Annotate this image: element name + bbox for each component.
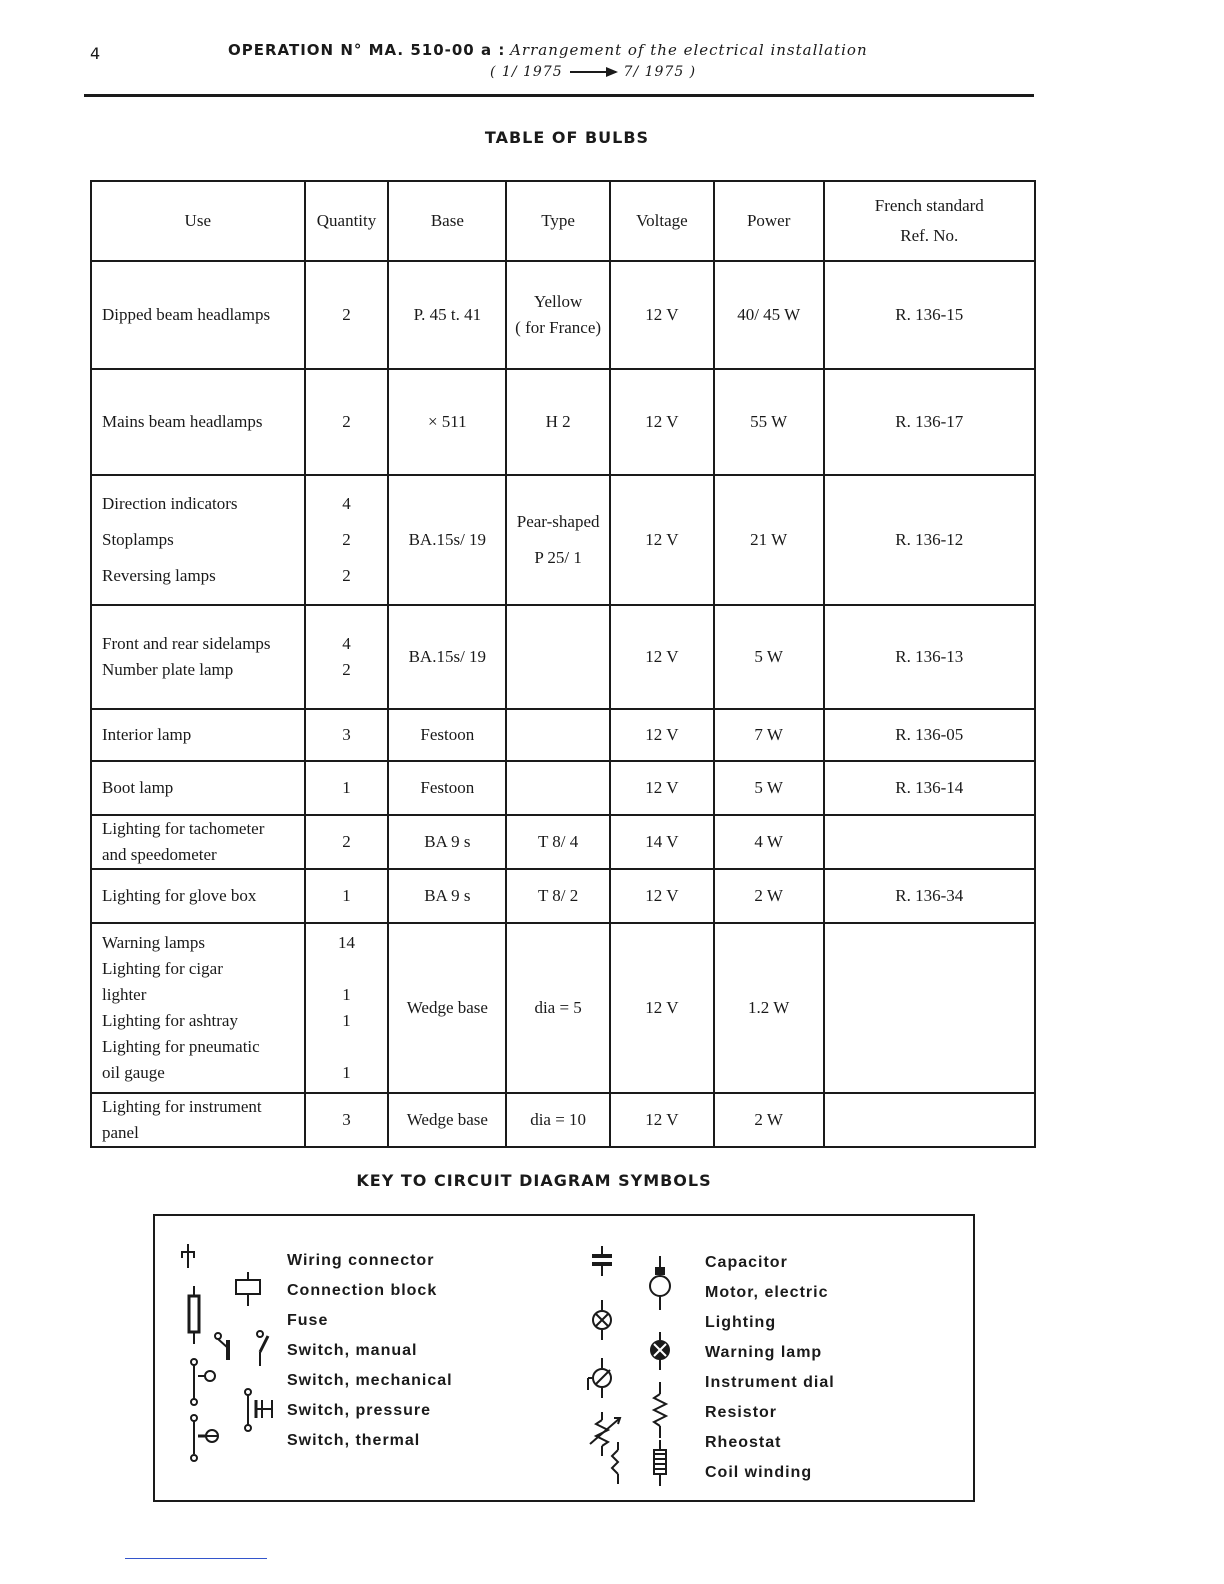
- col-header-type: Type: [506, 181, 610, 261]
- cell-type-line: Yellow: [533, 292, 583, 311]
- cell-voltage: 14 V: [610, 815, 714, 869]
- cell-power: 40/ 45 W: [714, 261, 824, 369]
- key-item-switch-thermal: Switch, thermal: [287, 1432, 421, 1449]
- cell-quantity-line: [306, 956, 388, 982]
- cell-quantity: [305, 761, 389, 815]
- cell-use: [91, 869, 305, 923]
- table-row: [91, 1093, 1035, 1147]
- cell-quantity-line: 2: [342, 530, 351, 549]
- key-title: KEY TO CIRCUIT DIAGRAM SYMBOLS: [356, 1171, 712, 1190]
- col-header-french-standard-line1: French standard: [874, 196, 984, 215]
- cell-french-ref: [824, 815, 1035, 869]
- switch-thermal-icon: [191, 1415, 218, 1461]
- cell-use: [91, 605, 305, 709]
- col-header-base: Base: [388, 181, 506, 261]
- cell-voltage: 12 V: [610, 923, 714, 1093]
- motor-electric-icon: [650, 1256, 670, 1310]
- switch-manual-icon: [215, 1331, 268, 1366]
- cell-base: BA.15s/ 19: [388, 605, 506, 709]
- cell-use-line: Mains beam headlamps: [102, 412, 263, 431]
- cell-type: [506, 605, 610, 709]
- cell-quantity: [305, 923, 389, 1093]
- key-list-left: [287, 1246, 453, 1456]
- table-row: [91, 369, 1035, 475]
- cell-base: BA 9 s: [388, 869, 506, 923]
- page-header: [228, 41, 868, 59]
- cell-type-line: [507, 722, 609, 748]
- cell-use-line: Dipped beam headlamps: [102, 305, 271, 324]
- cell-use-line: Boot lamp: [102, 778, 174, 797]
- table-row: [91, 475, 1035, 605]
- cell-use-line: Lighting for pneumatic: [102, 1037, 260, 1056]
- cell-type-line: [507, 775, 609, 801]
- cell-type: [506, 761, 610, 815]
- key-list-right: [705, 1248, 835, 1488]
- cell-type: [506, 1093, 610, 1147]
- cell-base: Festoon: [388, 761, 506, 815]
- date-from: ( 1/ 1975: [490, 64, 563, 80]
- cell-type-line: P 25/ 1: [534, 548, 582, 567]
- cell-type: [506, 261, 610, 369]
- cell-french-ref: [824, 1093, 1035, 1147]
- table-row: [91, 923, 1035, 1093]
- cell-french-ref: R. 136-13: [824, 605, 1035, 709]
- operation-subtitle: Arrangement of the electrical installation: [510, 41, 868, 59]
- key-item-coil-winding: Coil winding: [705, 1464, 813, 1481]
- cell-use-line: oil gauge: [102, 1063, 165, 1082]
- arrow-right-icon: [570, 71, 616, 73]
- key-item-capacitor: Capacitor: [705, 1254, 788, 1271]
- cell-use-line: Front and rear sidelamps: [102, 634, 271, 653]
- cell-power: 5 W: [714, 761, 824, 815]
- cell-type-line: dia = 10: [530, 1110, 587, 1129]
- cell-quantity-line: 14: [338, 933, 355, 952]
- key-item-instrument-dial: Instrument dial: [705, 1374, 835, 1391]
- cell-base: × 511: [388, 369, 506, 475]
- cell-type-line: T 8/ 4: [537, 832, 579, 851]
- col-header-french-standard: [824, 181, 1035, 261]
- cell-quantity-line: 2: [342, 412, 351, 431]
- cell-type: [506, 815, 610, 869]
- cell-power: 4 W: [714, 815, 824, 869]
- cell-use: [91, 1093, 305, 1147]
- cell-use-line: lighter: [102, 985, 147, 1004]
- cell-quantity: [305, 261, 389, 369]
- table-row: [91, 815, 1035, 869]
- cell-type-line: T 8/ 2: [537, 886, 579, 905]
- key-item-warning-lamp: Warning lamp: [705, 1344, 823, 1361]
- col-header-voltage: Voltage: [610, 181, 714, 261]
- cell-base: BA.15s/ 19: [388, 475, 506, 605]
- table-row: [91, 709, 1035, 761]
- cell-type-line: Pear-shaped: [516, 512, 600, 531]
- cell-use: [91, 261, 305, 369]
- cell-power: 1.2 W: [714, 923, 824, 1093]
- cell-type: [506, 475, 610, 605]
- cell-quantity-line: 1: [342, 1063, 351, 1082]
- cell-use-line: Lighting for instrument: [102, 1097, 262, 1116]
- warning-lamp-icon: [651, 1332, 669, 1370]
- table-header-row: [91, 181, 1035, 261]
- capacitor-icon: [592, 1246, 612, 1276]
- cell-voltage: 12 V: [610, 709, 714, 761]
- cell-use: [91, 475, 305, 605]
- coil-winding-icon: [612, 1440, 666, 1486]
- cell-quantity-line: 1: [342, 778, 351, 797]
- cell-french-ref: R. 136-14: [824, 761, 1035, 815]
- cell-use: [91, 923, 305, 1093]
- operation-number: OPERATION N° MA. 510-00 a :: [228, 41, 506, 59]
- bulbs-table: [90, 180, 1036, 1148]
- key-item-rheostat: Rheostat: [705, 1434, 782, 1451]
- rheostat-icon: [590, 1412, 620, 1456]
- cell-french-ref: [824, 923, 1035, 1093]
- cell-voltage: 12 V: [610, 369, 714, 475]
- table-row: [91, 761, 1035, 815]
- cell-french-ref: R. 136-15: [824, 261, 1035, 369]
- right-symbols-icon-group: [578, 1240, 702, 1490]
- left-symbols-icon-group: [176, 1240, 286, 1470]
- cell-quantity-line: [306, 1034, 388, 1060]
- cell-type-line: [507, 644, 609, 670]
- cell-quantity-line: 2: [342, 832, 351, 851]
- key-item-wiring-connector: Wiring connector: [287, 1252, 435, 1269]
- col-header-quantity: Quantity: [305, 181, 389, 261]
- cell-use-line: Interior lamp: [102, 725, 192, 744]
- cell-french-ref: R. 136-12: [824, 475, 1035, 605]
- table-row: [91, 261, 1035, 369]
- cell-use-line: Lighting for tachometer: [102, 819, 265, 838]
- instrument-dial-icon: [588, 1358, 611, 1398]
- cell-use: [91, 709, 305, 761]
- lighting-icon: [593, 1300, 611, 1340]
- header-divider: [84, 94, 1034, 97]
- cell-base: BA 9 s: [388, 815, 506, 869]
- cell-power: 7 W: [714, 709, 824, 761]
- cell-french-ref: R. 136-05: [824, 709, 1035, 761]
- page-number: 4: [90, 44, 101, 63]
- cell-type-line: dia = 5: [534, 998, 582, 1017]
- table-title: TABLE OF BULBS: [484, 128, 650, 147]
- table-row: [91, 605, 1035, 709]
- cell-use-line: Warning lamps: [102, 933, 205, 952]
- cell-voltage: 12 V: [610, 869, 714, 923]
- wiring-connector-icon: [182, 1244, 194, 1268]
- cell-use-line: Reversing lamps: [102, 566, 216, 585]
- cell-use-line: Lighting for cigar: [102, 959, 223, 978]
- cell-quantity-line: 1: [342, 886, 351, 905]
- cell-quantity-line: 1: [342, 1011, 351, 1030]
- cell-quantity-line: 3: [342, 1110, 351, 1129]
- cell-power: 21 W: [714, 475, 824, 605]
- cell-quantity-line: 2: [342, 660, 351, 679]
- cell-use-line: Direction indicators: [102, 494, 238, 513]
- cell-power: 5 W: [714, 605, 824, 709]
- cell-base: Festoon: [388, 709, 506, 761]
- cell-use-line: Stoplamps: [102, 530, 174, 549]
- cell-type-line: ( for France): [515, 318, 602, 337]
- cell-quantity-line: 2: [342, 566, 351, 585]
- cell-voltage: 12 V: [610, 261, 714, 369]
- cell-use-line: and speedometer: [102, 845, 217, 864]
- cell-quantity-line: 4: [342, 494, 351, 513]
- key-item-motor-electric: Motor, electric: [705, 1284, 829, 1301]
- switch-pressure-icon: [245, 1389, 272, 1431]
- cell-voltage: 12 V: [610, 605, 714, 709]
- cell-voltage: 12 V: [610, 761, 714, 815]
- key-item-lighting: Lighting: [705, 1314, 777, 1331]
- cell-quantity-line: 3: [342, 725, 351, 744]
- cell-use-line: Lighting for glove box: [102, 886, 257, 905]
- cell-quantity: [305, 1093, 389, 1147]
- connection-block-icon: [236, 1272, 260, 1306]
- cell-base: Wedge base: [388, 1093, 506, 1147]
- fuse-icon: [189, 1286, 199, 1344]
- cell-quantity: [305, 475, 389, 605]
- table-row: [91, 869, 1035, 923]
- cell-use: [91, 761, 305, 815]
- cell-type: [506, 709, 610, 761]
- col-header-power: Power: [714, 181, 824, 261]
- cell-quantity-line: 4: [342, 634, 351, 653]
- key-item-connection-block: Connection block: [287, 1282, 438, 1299]
- cell-voltage: 12 V: [610, 1093, 714, 1147]
- cell-type: [506, 923, 610, 1093]
- col-header-use: Use: [91, 181, 305, 261]
- cell-quantity-line: 2: [342, 305, 351, 324]
- key-item-switch-mechanical: Switch, mechanical: [287, 1372, 453, 1389]
- date-range: [490, 64, 696, 80]
- cell-type: [506, 869, 610, 923]
- col-header-french-standard-line2: Ref. No.: [900, 226, 959, 245]
- key-item-switch-pressure: Switch, pressure: [287, 1402, 432, 1419]
- footer-divider: [125, 1558, 267, 1559]
- cell-french-ref: R. 136-17: [824, 369, 1035, 475]
- resistor-icon: [654, 1382, 666, 1438]
- cell-quantity: [305, 709, 389, 761]
- cell-voltage: 12 V: [610, 475, 714, 605]
- cell-use: [91, 815, 305, 869]
- cell-power: 2 W: [714, 869, 824, 923]
- cell-use-line: panel: [102, 1123, 139, 1142]
- cell-quantity: [305, 369, 389, 475]
- key-item-switch-manual: Switch, manual: [287, 1342, 418, 1359]
- cell-use: [91, 369, 305, 475]
- cell-power: 2 W: [714, 1093, 824, 1147]
- cell-type-line: H 2: [545, 412, 571, 431]
- cell-type: [506, 369, 610, 475]
- cell-quantity: [305, 869, 389, 923]
- cell-quantity: [305, 815, 389, 869]
- cell-power: 55 W: [714, 369, 824, 475]
- cell-use-line: Number plate lamp: [102, 660, 234, 679]
- key-item-resistor: Resistor: [705, 1404, 778, 1421]
- cell-use-line: Lighting for ashtray: [102, 1011, 238, 1030]
- key-item-fuse: Fuse: [287, 1312, 329, 1329]
- cell-base: Wedge base: [388, 923, 506, 1093]
- cell-quantity-line: 1: [342, 985, 351, 1004]
- date-to: 7/ 1975 ): [623, 64, 697, 80]
- cell-french-ref: R. 136-34: [824, 869, 1035, 923]
- cell-quantity: [305, 605, 389, 709]
- cell-base: P. 45 t. 41: [388, 261, 506, 369]
- switch-mechanical-icon: [191, 1359, 215, 1405]
